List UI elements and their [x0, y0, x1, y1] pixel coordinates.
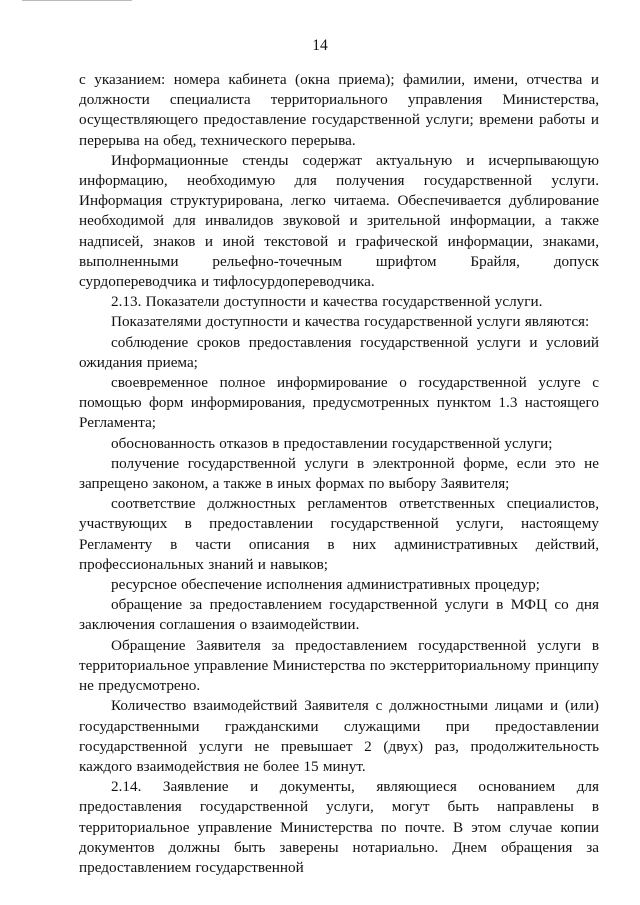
page-number: 14: [312, 37, 328, 54]
paragraph-extraterritorial: Обращение Заявителя за предоставлением государственной услуги в территориальное управление Министерства по экстерриториальному принципу не предусмотрено.: [79, 636, 599, 695]
paragraph-interactions: Количество взаимодействий Заявителя с должностными лицами и (или) государственными гражданскими служащими при предоставлении государственной услуги не превышает 2 (двух) раз, продолжительность каждого взаимодействия не более 15 минут.: [79, 697, 599, 775]
section-heading-2-13: 2.13. Показатели доступности и качества государственной услуги.: [111, 293, 543, 311]
paragraph-continuation: с указанием: номера кабинета (окна приема); фамилии, имени, отчества и должности специалиста территориального управления Министерства, осуществляющего предоставление государственной услуги; времени работы и перерыва на обед, технического перерыва.: [79, 71, 599, 149]
list-item-electronic-form: получение государственной услуги в электронной форме, если это не запрещено законом, а также в иных формах по выбору Заявителя;: [79, 454, 599, 493]
scan-edge-mark: [22, 0, 132, 4]
list-item-informing: своевременное полное информирование о государственной услуге с помощью форм информирования, предусмотренных пунктом 1.3 настоящего Регламента;: [79, 374, 599, 432]
list-item-refusals: обоснованность отказов в предоставлении государственной услуги;: [111, 434, 553, 452]
list-item-deadlines: соблюдение сроков предоставления государственной услуги и условий ожидания приема;: [79, 333, 599, 371]
document-body: [79, 70, 599, 878]
list-item-regulations-compliance: соответствие должностных регламентов ответственных специалистов, участвующих в предоставлении государственной услуги, настоящему Регламенту в части описания в них административных действий, профессиональных знаний и навыков;: [79, 495, 599, 573]
paragraph-indicators-intro: Показателями доступности и качества государственной услуги являются:: [111, 313, 590, 331]
list-item-mfc: обращение за предоставлением государственной услуги в МФЦ со дня заключения соглашения о взаимодействии.: [79, 596, 599, 634]
section-2-14: 2.14. Заявление и документы, являющиеся основанием для предоставления государственной услуги, могут быть направлены в территориальное управление Министерства по почте. В этом случае копии документов должны быть заверены нотариально. Днем обращения за предоставлением государственной: [79, 778, 599, 876]
paragraph-info-stands: Информационные стенды содержат актуальную и исчерпывающую информацию, необходимую для получения государственной услуги. Информация структурирована, легко читаема. Обеспечивается дублирование необходимой для инвалидов звуковой и зрительной информации, а также надписей, знаков и иной текстовой и графической информации, знаками, выполненными рельефно-точечным шрифтом Брайля, допуск сурдопереводчика и тифлосурдопереводчика.: [79, 151, 599, 291]
list-item-resources: ресурсное обеспечение исполнения административных процедур;: [111, 576, 540, 594]
